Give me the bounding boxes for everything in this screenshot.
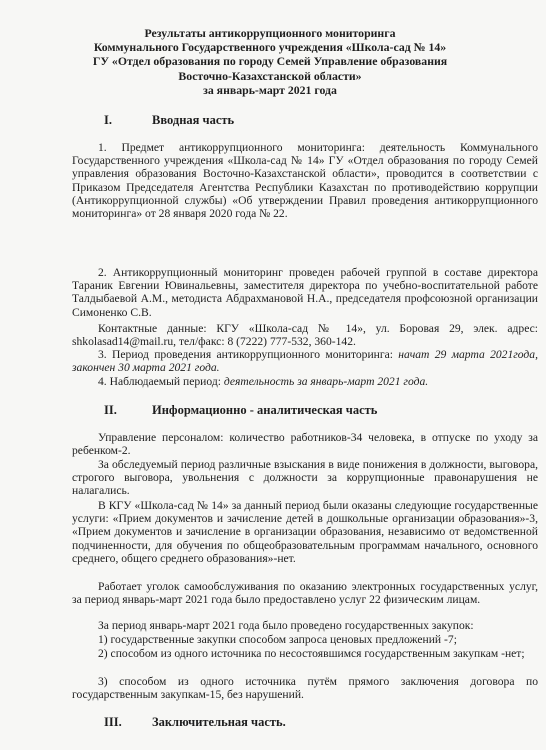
section-number: I. [104,113,112,127]
analysis-paragraph-self-service: Работает уголок самообслуживания по оказанию электронных государственных услуг, за период январь-март 2021 года было предоставлено услуг 22 физическим лицам. [72,580,538,607]
section-title: Информационно - аналитическая часть [152,403,378,417]
title-line-1: Результаты антикоррупционного мониторинга [144,26,396,40]
document-title [60,26,480,97]
analysis-paragraph-services: В КГУ «Школа-сад № 14» за данный период были оказаны следующие государственные услуги: «Прием документов и зачисление детей в дошкольные организации образования»-3, «Прием документов и зачисление в организации образования, независимо от ведомственной подчиненности, для обучения по общеобразовательным программам начального, основного среднего, общего среднего образования»-нет. [72,499,538,565]
section-heading-intro [104,114,234,127]
title-line-5: за январь-март 2021 года [203,82,337,97]
period-value: начат 29 марта 2021года, закончен 30 марта 2021 года. [72,348,538,375]
intro-paragraph-period [72,348,538,374]
analysis-paragraph-penalties: За обследуемый период различные взыскания в виде понижения в должности, выговора, строгого выговора, увольнения с должности за коррупционные правонарушения не налагались. [72,458,538,498]
analysis-paragraph-procurement-2: 2) способом из одного источника по несостоявшимся государственным закупкам -нет; [98,647,525,660]
title-line-3: ГУ «Отдел образования по городу Семей Управление образования [92,54,448,69]
analysis-paragraph-procurement-1: 1) государственные закупки способом запроса ценовых предложений -7; [98,633,457,646]
observed-period-value: деятельность за январь-март 2021 года. [223,375,429,388]
intro-paragraph-contacts: Контактные данные: КГУ «Школа-сад № 14», ул. Боровая 29, элек. адрес: shkolasad14@mail.ru, тел/факс: 8 (7222) 777-532, 360-142. [72,322,538,349]
section-number: II. [104,403,117,417]
intro-paragraph-observed-period [72,375,538,388]
section-title: Вводная часть [152,113,235,127]
period-label: 3. Период проведения антикоррупционного мониторинга: [98,348,399,361]
section-heading-conclusion [104,716,286,729]
analysis-paragraph-procurement-3: 3) способом из одного источника путём прямого заключения договора по государственным закупкам-15, без нарушений. [72,675,538,702]
section-heading-analysis [104,404,377,417]
intro-paragraph-subject: 1. Предмет антикоррупционного мониторинга: деятельность Коммунального Государственного учреждения «Школа-сад № 14» ГУ «Отдел образования по городу Семей управления образования Восточно-Казахстанской области», проводится в соответствии с Приказом Председателя Агентства Республики Казахстан по противодействию коррупции (Антикоррупционной службы) «Об утверждении Правил проведения антикоррупционного мониторинга» от 28 января 2020 года № 22. [72,141,538,221]
section-number: III. [104,715,122,729]
analysis-paragraph-personnel: Управление персоналом: количество работников-34 человека, в отпуске по уходу за ребенком-2. [72,431,538,458]
intro-paragraph-working-group: 2. Антикоррупционный мониторинг проведен рабочей группой в составе директора Тараник Евгении Ювинальевны, заместителя директора по учебно-воспитательной работе Талдыбаевой А.М., методиста Абдрахмановой Н.А., председателя профсоюзной организации Симоненко С.В. [72,266,538,319]
title-line-4: Восточно-Казахстанской области» [178,68,362,83]
analysis-paragraph-procurement: За период январь-март 2021 года было проведено государственных закупок: [98,619,474,632]
observed-period-label: 4. Наблюдаемый период: [98,375,224,388]
title-line-2: Коммунального Государственного учреждения «Школа-сад № 14» [93,40,447,55]
section-title: Заключительная часть. [152,715,286,729]
